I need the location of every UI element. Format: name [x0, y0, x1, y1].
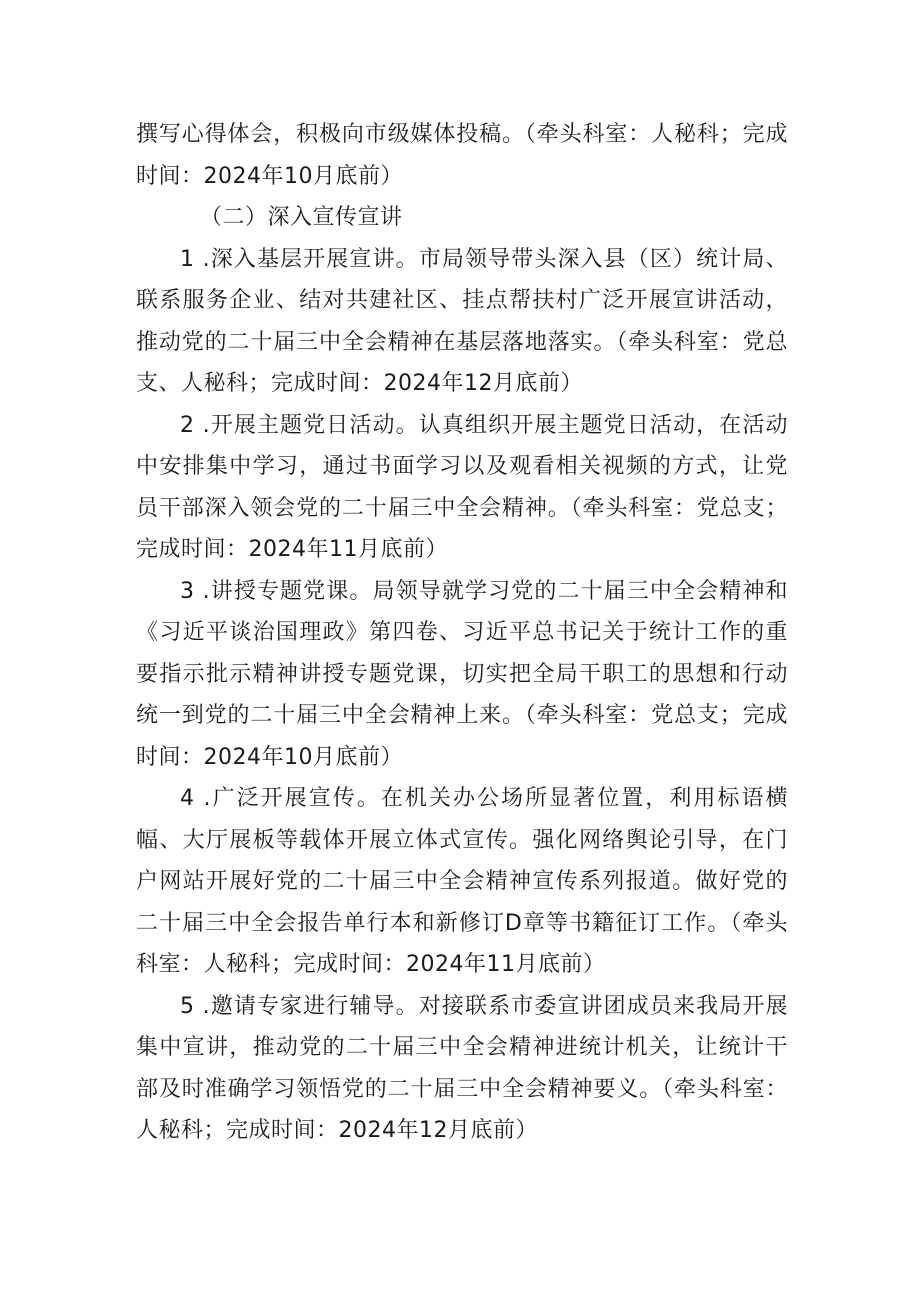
- list-item-3: 3 .讲授专题党课。局领导就学习党的二十届三中全会精神和《习近平谈治国理政》第四卷、习近平总书记关于统计工作的重要指示批示精神讲授专题党课，切实把全局干职工的思想和行动统一到党的二十届三中全会精神上来。（牵头科室：党总支；完成时间：2024年10月底前）: [136, 578, 788, 770]
- list-item-2: 2 .开展主题党日活动。认真组织开展主题党日活动，在活动中安排集中学习，通过书面学习以及观看相关视频的方式，让党员干部深入领会党的二十届三中全会精神。（牵头科室：党总支；完成时间：2024年11月底前）: [136, 412, 788, 562]
- list-item-4: 4 .广泛开展宣传。在机关办公场所显著位置，利用标语横幅、大厅展板等载体开展立体式宣传。强化网络舆论引导，在门户网站开展好党的二十届三中全会精神宣传系列报道。做好党的二十届三中全会报告单行本和新修订D章等书籍征订工作。（牵头科室：人秘科；完成时间：2024年11月底前）: [136, 786, 788, 977]
- list-item-5: 5 .邀请专家进行辅导。对接联系市委宣讲团成员来我局开展集中宣讲，推动党的二十届三中全会精神进统计机关，让统计干部及时准确学习领悟党的二十届三中全会精神要义。（牵头科室：人秘科；完成时间：2024年12月底前）: [136, 993, 788, 1143]
- paragraph-continuation: 撰写心得体会，积极向市级媒体投稿。（牵头科室：人秘科；完成时间：2024年10月底前）: [136, 122, 788, 189]
- list-item-1: 1 .深入基层开展宣讲。市局领导带头深入县（区）统计局、联系服务企业、结对共建社区、挂点帮扶村广泛开展宣讲活动，推动党的二十届三中全会精神在基层落地落实。（牵头科室：党总支、人秘科；完成时间：2024年12月底前）: [136, 246, 788, 396]
- document-body: [136, 114, 788, 1152]
- section-heading: （二）深入宣传宣讲: [200, 205, 403, 230]
